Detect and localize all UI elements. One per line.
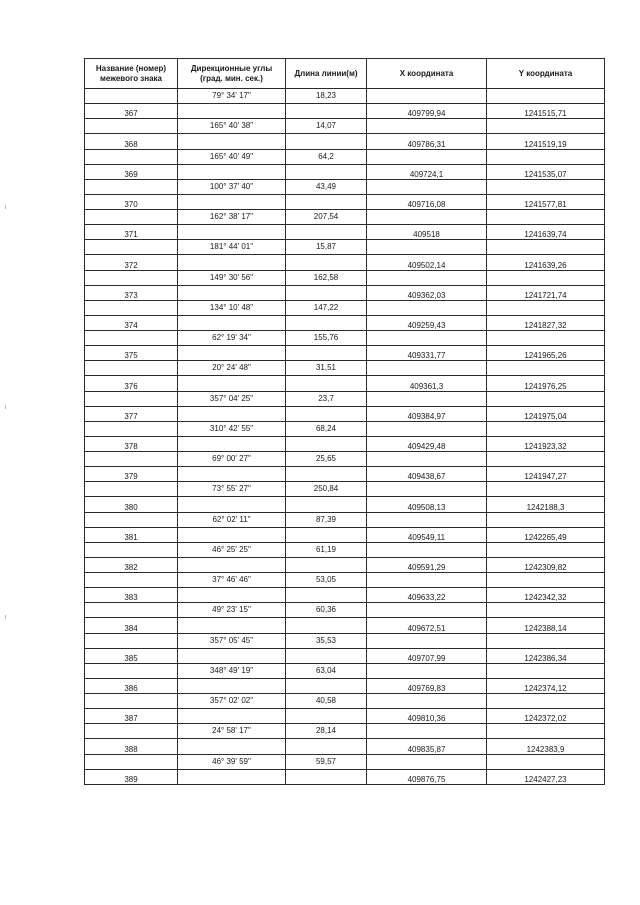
cell-mark-name bbox=[85, 421, 178, 436]
cell-x-coordinate bbox=[367, 391, 487, 406]
cell-y-coordinate bbox=[487, 300, 605, 315]
table-row bbox=[85, 724, 605, 739]
cell-direction-angle bbox=[178, 225, 286, 240]
cell-line-length bbox=[286, 678, 367, 693]
cell-line-length bbox=[286, 406, 367, 421]
table-row bbox=[85, 331, 605, 346]
table-row bbox=[85, 421, 605, 436]
cell-y-coordinate: 1242188,3 bbox=[487, 497, 605, 512]
table-row bbox=[85, 467, 605, 482]
cell-line-length: 59,57 bbox=[286, 754, 367, 769]
table-row bbox=[85, 255, 605, 270]
cell-x-coordinate: 409362,03 bbox=[367, 285, 487, 300]
cell-mark-name bbox=[85, 633, 178, 648]
cell-x-coordinate bbox=[367, 724, 487, 739]
cell-mark-name bbox=[85, 482, 178, 497]
header-row bbox=[85, 59, 605, 89]
header-name-line-1: Название (номер) bbox=[95, 64, 167, 74]
table-row bbox=[85, 633, 605, 648]
header-y-coordinate: Y координата bbox=[487, 59, 605, 89]
table-row bbox=[85, 346, 605, 361]
header-line-length: Длина линии(м) bbox=[286, 59, 367, 89]
cell-x-coordinate: 409429,48 bbox=[367, 436, 487, 451]
cell-x-coordinate: 409438,67 bbox=[367, 467, 487, 482]
cell-y-coordinate: 1242388,14 bbox=[487, 618, 605, 633]
cell-x-coordinate: 409707,99 bbox=[367, 648, 487, 663]
cell-y-coordinate bbox=[487, 89, 605, 104]
cell-y-coordinate: 1242386,34 bbox=[487, 648, 605, 663]
cell-direction-angle: 357° 02' 02" bbox=[178, 694, 286, 709]
cell-y-coordinate: 1241965,26 bbox=[487, 346, 605, 361]
cell-direction-angle bbox=[178, 769, 286, 784]
cell-x-coordinate: 409724,1 bbox=[367, 164, 487, 179]
table-row bbox=[85, 270, 605, 285]
cell-line-length: 31,51 bbox=[286, 361, 367, 376]
cell-direction-angle bbox=[178, 588, 286, 603]
table-row bbox=[85, 285, 605, 300]
cell-mark-name bbox=[85, 542, 178, 557]
cell-mark-name: 375 bbox=[85, 346, 178, 361]
cell-mark-name: 376 bbox=[85, 376, 178, 391]
cell-line-length: 63,04 bbox=[286, 663, 367, 678]
cell-line-length: 250,84 bbox=[286, 482, 367, 497]
cell-mark-name: 379 bbox=[85, 467, 178, 482]
cell-x-coordinate: 409502,14 bbox=[367, 255, 487, 270]
table-row bbox=[85, 648, 605, 663]
cell-line-length bbox=[286, 648, 367, 663]
cell-direction-angle: 37° 46' 46" bbox=[178, 573, 286, 588]
table-row bbox=[85, 603, 605, 618]
cell-direction-angle: 357° 04' 25" bbox=[178, 391, 286, 406]
table-row bbox=[85, 709, 605, 724]
cell-direction-angle: 348° 49' 19" bbox=[178, 663, 286, 678]
cell-mark-name: 387 bbox=[85, 709, 178, 724]
cell-line-length: 25,65 bbox=[286, 452, 367, 467]
cell-x-coordinate bbox=[367, 300, 487, 315]
cell-x-coordinate: 409769,83 bbox=[367, 678, 487, 693]
table-row bbox=[85, 376, 605, 391]
cell-x-coordinate: 409786,31 bbox=[367, 134, 487, 149]
cell-direction-angle bbox=[178, 527, 286, 542]
cell-direction-angle: 20° 24' 48" bbox=[178, 361, 286, 376]
cell-direction-angle: 79° 34' 17" bbox=[178, 89, 286, 104]
cell-y-coordinate bbox=[487, 331, 605, 346]
cell-line-length bbox=[286, 315, 367, 330]
cell-mark-name: 371 bbox=[85, 225, 178, 240]
header-x-coordinate: X координата bbox=[367, 59, 487, 89]
table-row bbox=[85, 588, 605, 603]
cell-line-length: 53,05 bbox=[286, 573, 367, 588]
cell-line-length: 207,54 bbox=[286, 210, 367, 225]
cell-line-length bbox=[286, 134, 367, 149]
cell-x-coordinate bbox=[367, 663, 487, 678]
cell-y-coordinate bbox=[487, 179, 605, 194]
cell-mark-name bbox=[85, 694, 178, 709]
cell-mark-name bbox=[85, 573, 178, 588]
cell-y-coordinate: 1242383,9 bbox=[487, 739, 605, 754]
cell-line-length: 87,39 bbox=[286, 512, 367, 527]
cell-line-length bbox=[286, 164, 367, 179]
table-row bbox=[85, 573, 605, 588]
cell-line-length: 61,19 bbox=[286, 542, 367, 557]
scan-edge-mark bbox=[5, 615, 6, 619]
cell-y-coordinate: 1241639,74 bbox=[487, 225, 605, 240]
cell-x-coordinate bbox=[367, 482, 487, 497]
cell-y-coordinate bbox=[487, 270, 605, 285]
cell-direction-angle: 73° 55' 27" bbox=[178, 482, 286, 497]
cell-y-coordinate bbox=[487, 240, 605, 255]
cell-y-coordinate: 1241577,81 bbox=[487, 194, 605, 209]
cell-mark-name: 378 bbox=[85, 436, 178, 451]
cell-y-coordinate bbox=[487, 119, 605, 134]
cell-mark-name bbox=[85, 240, 178, 255]
cell-y-coordinate: 1241923,32 bbox=[487, 436, 605, 451]
cell-mark-name bbox=[85, 300, 178, 315]
cell-x-coordinate bbox=[367, 542, 487, 557]
table-row bbox=[85, 542, 605, 557]
cell-x-coordinate: 409331,77 bbox=[367, 346, 487, 361]
cell-x-coordinate bbox=[367, 119, 487, 134]
table-row bbox=[85, 300, 605, 315]
cell-y-coordinate: 1241827,32 bbox=[487, 315, 605, 330]
cell-line-length: 14,07 bbox=[286, 119, 367, 134]
cell-y-coordinate bbox=[487, 663, 605, 678]
cell-line-length: 43,49 bbox=[286, 179, 367, 194]
cell-line-length: 64,2 bbox=[286, 149, 367, 164]
boundary-coordinates-table bbox=[84, 58, 605, 785]
cell-y-coordinate bbox=[487, 754, 605, 769]
cell-mark-name: 367 bbox=[85, 104, 178, 119]
cell-line-length: 68,24 bbox=[286, 421, 367, 436]
table-row bbox=[85, 694, 605, 709]
cell-x-coordinate bbox=[367, 361, 487, 376]
cell-x-coordinate: 409508,13 bbox=[367, 497, 487, 512]
cell-direction-angle bbox=[178, 436, 286, 451]
cell-mark-name bbox=[85, 754, 178, 769]
cell-direction-angle bbox=[178, 557, 286, 572]
cell-y-coordinate: 1242265,49 bbox=[487, 527, 605, 542]
cell-line-length bbox=[286, 376, 367, 391]
cell-x-coordinate bbox=[367, 452, 487, 467]
cell-x-coordinate bbox=[367, 210, 487, 225]
cell-direction-angle bbox=[178, 194, 286, 209]
cell-x-coordinate bbox=[367, 270, 487, 285]
cell-line-length bbox=[286, 104, 367, 119]
cell-x-coordinate bbox=[367, 240, 487, 255]
cell-x-coordinate bbox=[367, 331, 487, 346]
cell-line-length bbox=[286, 285, 367, 300]
cell-mark-name: 381 bbox=[85, 527, 178, 542]
table-row bbox=[85, 512, 605, 527]
cell-direction-angle: 46° 39' 59" bbox=[178, 754, 286, 769]
cell-x-coordinate bbox=[367, 603, 487, 618]
cell-line-length bbox=[286, 467, 367, 482]
cell-direction-angle: 357° 05' 45" bbox=[178, 633, 286, 648]
cell-direction-angle: 69° 00' 27" bbox=[178, 452, 286, 467]
cell-y-coordinate: 1241519,19 bbox=[487, 134, 605, 149]
cell-x-coordinate bbox=[367, 179, 487, 194]
cell-y-coordinate: 1241947,27 bbox=[487, 467, 605, 482]
table-row bbox=[85, 482, 605, 497]
cell-mark-name bbox=[85, 452, 178, 467]
table-row bbox=[85, 164, 605, 179]
cell-line-length bbox=[286, 346, 367, 361]
cell-y-coordinate bbox=[487, 573, 605, 588]
cell-direction-angle bbox=[178, 739, 286, 754]
cell-direction-angle bbox=[178, 678, 286, 693]
cell-mark-name bbox=[85, 331, 178, 346]
cell-mark-name bbox=[85, 119, 178, 134]
cell-x-coordinate bbox=[367, 149, 487, 164]
cell-mark-name: 383 bbox=[85, 588, 178, 603]
cell-y-coordinate bbox=[487, 633, 605, 648]
cell-line-length: 23,7 bbox=[286, 391, 367, 406]
cell-y-coordinate: 1242374,12 bbox=[487, 678, 605, 693]
scan-edge-mark bbox=[5, 405, 6, 409]
cell-line-length: 155,76 bbox=[286, 331, 367, 346]
cell-x-coordinate bbox=[367, 512, 487, 527]
table-row bbox=[85, 406, 605, 421]
cell-line-length: 40,58 bbox=[286, 694, 367, 709]
cell-line-length: 28,14 bbox=[286, 724, 367, 739]
cell-direction-angle bbox=[178, 164, 286, 179]
cell-y-coordinate bbox=[487, 452, 605, 467]
cell-mark-name: 369 bbox=[85, 164, 178, 179]
cell-x-coordinate: 409633,22 bbox=[367, 588, 487, 603]
cell-line-length: 60,36 bbox=[286, 603, 367, 618]
cell-mark-name: 382 bbox=[85, 557, 178, 572]
cell-direction-angle bbox=[178, 285, 286, 300]
table-row bbox=[85, 452, 605, 467]
cell-y-coordinate: 1241721,74 bbox=[487, 285, 605, 300]
header-name-line-2: межевого знака bbox=[99, 73, 163, 83]
cell-line-length bbox=[286, 194, 367, 209]
cell-y-coordinate bbox=[487, 724, 605, 739]
cell-direction-angle: 24° 58' 17" bbox=[178, 724, 286, 739]
table-row bbox=[85, 225, 605, 240]
table-row bbox=[85, 678, 605, 693]
cell-x-coordinate: 409549,11 bbox=[367, 527, 487, 542]
table-row bbox=[85, 179, 605, 194]
cell-direction-angle bbox=[178, 346, 286, 361]
cell-y-coordinate bbox=[487, 391, 605, 406]
cell-mark-name bbox=[85, 210, 178, 225]
table-row bbox=[85, 436, 605, 451]
cell-y-coordinate: 1241515,71 bbox=[487, 104, 605, 119]
table-body bbox=[85, 89, 605, 785]
cell-x-coordinate bbox=[367, 421, 487, 436]
cell-y-coordinate: 1242427,23 bbox=[487, 769, 605, 784]
cell-line-length bbox=[286, 588, 367, 603]
table-row bbox=[85, 315, 605, 330]
cell-line-length: 162,58 bbox=[286, 270, 367, 285]
cell-x-coordinate bbox=[367, 754, 487, 769]
cell-direction-angle bbox=[178, 406, 286, 421]
cell-x-coordinate: 409672,51 bbox=[367, 618, 487, 633]
cell-line-length: 18,23 bbox=[286, 89, 367, 104]
header-direction-angle bbox=[178, 59, 286, 89]
cell-mark-name bbox=[85, 391, 178, 406]
cell-direction-angle bbox=[178, 497, 286, 512]
cell-mark-name: 388 bbox=[85, 739, 178, 754]
cell-x-coordinate: 409799,94 bbox=[367, 104, 487, 119]
cell-direction-angle bbox=[178, 104, 286, 119]
table-row bbox=[85, 119, 605, 134]
cell-direction-angle bbox=[178, 618, 286, 633]
cell-y-coordinate bbox=[487, 361, 605, 376]
table-row bbox=[85, 527, 605, 542]
cell-x-coordinate: 409876,75 bbox=[367, 769, 487, 784]
cell-y-coordinate: 1242342,32 bbox=[487, 588, 605, 603]
cell-x-coordinate: 409835,87 bbox=[367, 739, 487, 754]
cell-mark-name: 370 bbox=[85, 194, 178, 209]
cell-direction-angle: 49° 23' 15" bbox=[178, 603, 286, 618]
cell-y-coordinate: 1241535,07 bbox=[487, 164, 605, 179]
cell-direction-angle: 134° 10' 48" bbox=[178, 300, 286, 315]
cell-line-length bbox=[286, 225, 367, 240]
table-row bbox=[85, 149, 605, 164]
cell-mark-name: 389 bbox=[85, 769, 178, 784]
cell-mark-name: 372 bbox=[85, 255, 178, 270]
cell-y-coordinate bbox=[487, 482, 605, 497]
cell-mark-name bbox=[85, 361, 178, 376]
table-row bbox=[85, 769, 605, 784]
cell-x-coordinate bbox=[367, 89, 487, 104]
header-angle-line-1: Дирекционные углы bbox=[190, 64, 273, 74]
cell-mark-name bbox=[85, 724, 178, 739]
cell-y-coordinate bbox=[487, 542, 605, 557]
cell-y-coordinate: 1241975,04 bbox=[487, 406, 605, 421]
cell-mark-name bbox=[85, 512, 178, 527]
cell-line-length bbox=[286, 436, 367, 451]
table-row bbox=[85, 361, 605, 376]
cell-mark-name bbox=[85, 270, 178, 285]
cell-y-coordinate: 1241639,26 bbox=[487, 255, 605, 270]
cell-direction-angle bbox=[178, 134, 286, 149]
cell-y-coordinate: 1242309,82 bbox=[487, 557, 605, 572]
cell-direction-angle bbox=[178, 315, 286, 330]
cell-mark-name: 385 bbox=[85, 648, 178, 663]
cell-mark-name: 384 bbox=[85, 618, 178, 633]
cell-y-coordinate: 1241976,25 bbox=[487, 376, 605, 391]
cell-line-length bbox=[286, 739, 367, 754]
table-row bbox=[85, 104, 605, 119]
cell-direction-angle: 165° 40' 49" bbox=[178, 149, 286, 164]
cell-mark-name bbox=[85, 663, 178, 678]
cell-direction-angle bbox=[178, 376, 286, 391]
cell-direction-angle: 62° 19' 34" bbox=[178, 331, 286, 346]
cell-direction-angle: 46° 25' 25" bbox=[178, 542, 286, 557]
scan-edge-mark bbox=[5, 205, 6, 209]
cell-mark-name bbox=[85, 149, 178, 164]
cell-x-coordinate: 409518 bbox=[367, 225, 487, 240]
table-row bbox=[85, 89, 605, 104]
table-row bbox=[85, 739, 605, 754]
cell-y-coordinate bbox=[487, 149, 605, 164]
table-row bbox=[85, 754, 605, 769]
cell-mark-name bbox=[85, 89, 178, 104]
cell-line-length bbox=[286, 557, 367, 572]
table-row bbox=[85, 210, 605, 225]
cell-direction-angle bbox=[178, 255, 286, 270]
cell-y-coordinate: 1242372,02 bbox=[487, 709, 605, 724]
cell-mark-name: 373 bbox=[85, 285, 178, 300]
cell-line-length: 35,53 bbox=[286, 633, 367, 648]
cell-mark-name: 368 bbox=[85, 134, 178, 149]
table-row bbox=[85, 391, 605, 406]
cell-x-coordinate: 409361,3 bbox=[367, 376, 487, 391]
cell-x-coordinate: 409810,36 bbox=[367, 709, 487, 724]
cell-direction-angle: 162° 38' 17" bbox=[178, 210, 286, 225]
cell-mark-name: 374 bbox=[85, 315, 178, 330]
cell-direction-angle bbox=[178, 648, 286, 663]
table-row bbox=[85, 557, 605, 572]
cell-direction-angle: 62° 02' 11" bbox=[178, 512, 286, 527]
cell-line-length: 15,87 bbox=[286, 240, 367, 255]
cell-direction-angle: 310° 42' 55" bbox=[178, 421, 286, 436]
cell-line-length bbox=[286, 255, 367, 270]
cell-direction-angle bbox=[178, 467, 286, 482]
header-angle-line-2: (град. мин. сек.) bbox=[200, 73, 263, 83]
cell-x-coordinate: 409384,97 bbox=[367, 406, 487, 421]
cell-mark-name: 386 bbox=[85, 678, 178, 693]
cell-mark-name bbox=[85, 603, 178, 618]
cell-x-coordinate bbox=[367, 694, 487, 709]
table-row bbox=[85, 663, 605, 678]
cell-line-length bbox=[286, 769, 367, 784]
cell-x-coordinate bbox=[367, 573, 487, 588]
cell-y-coordinate bbox=[487, 694, 605, 709]
cell-mark-name: 380 bbox=[85, 497, 178, 512]
cell-x-coordinate: 409591,29 bbox=[367, 557, 487, 572]
cell-line-length bbox=[286, 527, 367, 542]
cell-mark-name: 377 bbox=[85, 406, 178, 421]
table-row bbox=[85, 240, 605, 255]
table-row bbox=[85, 618, 605, 633]
cell-direction-angle bbox=[178, 709, 286, 724]
cell-x-coordinate: 409259,43 bbox=[367, 315, 487, 330]
cell-direction-angle: 149° 30' 56" bbox=[178, 270, 286, 285]
cell-x-coordinate: 409716,08 bbox=[367, 194, 487, 209]
cell-direction-angle: 100° 37' 40" bbox=[178, 179, 286, 194]
cell-line-length: 147,22 bbox=[286, 300, 367, 315]
cell-mark-name bbox=[85, 179, 178, 194]
table-row bbox=[85, 497, 605, 512]
table-row bbox=[85, 134, 605, 149]
table-header bbox=[85, 59, 605, 89]
cell-line-length bbox=[286, 709, 367, 724]
table-row bbox=[85, 194, 605, 209]
cell-y-coordinate bbox=[487, 512, 605, 527]
cell-direction-angle: 165° 40' 38" bbox=[178, 119, 286, 134]
cell-y-coordinate bbox=[487, 603, 605, 618]
header-boundary-mark-name bbox=[85, 59, 178, 89]
cell-direction-angle: 181° 44' 01" bbox=[178, 240, 286, 255]
cell-line-length bbox=[286, 618, 367, 633]
cell-y-coordinate bbox=[487, 210, 605, 225]
cell-line-length bbox=[286, 497, 367, 512]
cell-y-coordinate bbox=[487, 421, 605, 436]
cell-x-coordinate bbox=[367, 633, 487, 648]
